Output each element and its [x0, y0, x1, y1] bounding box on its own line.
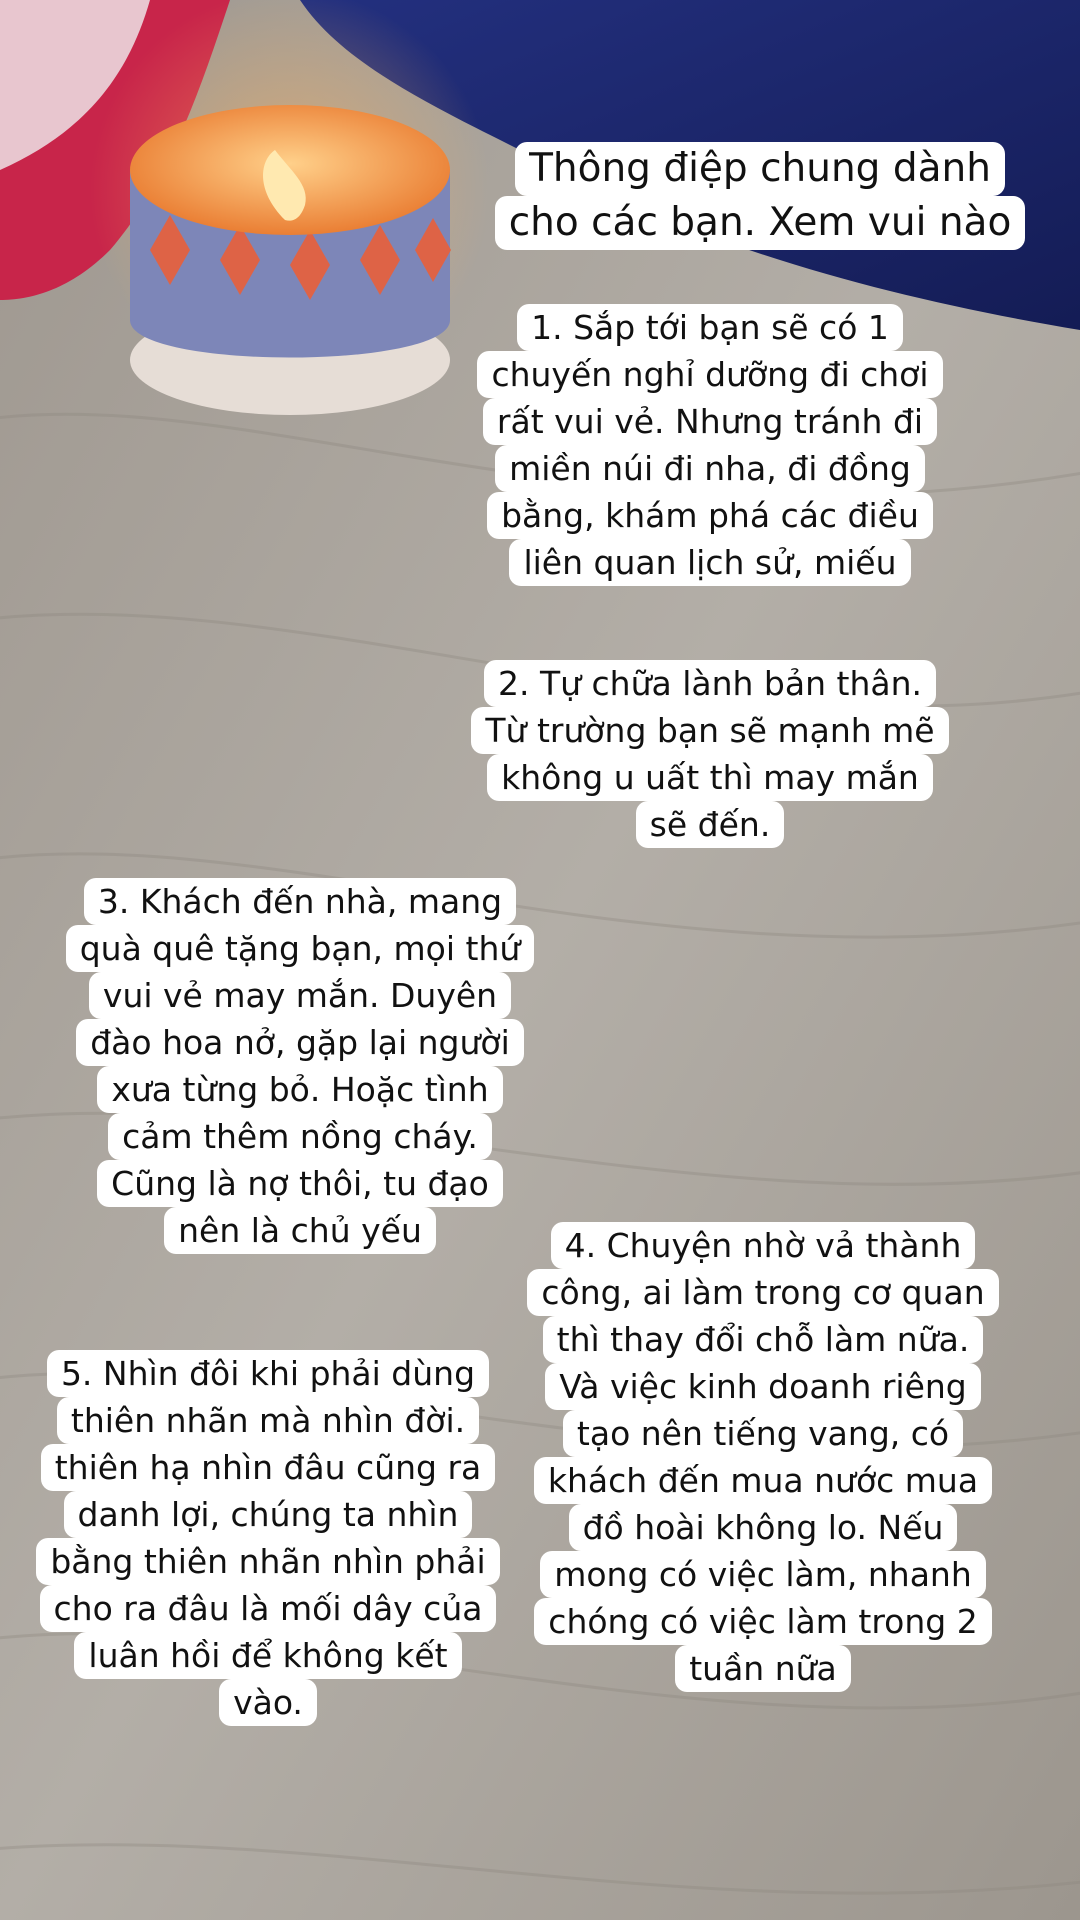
caption-line: Cũng là nợ thôi, tu đạo	[97, 1160, 503, 1207]
caption-line: thì thay đổi chỗ làm nữa.	[543, 1316, 984, 1363]
caption-item-4	[518, 1222, 1008, 1692]
caption-line: 3. Khách đến nhà, mang	[84, 878, 516, 925]
caption-line: 4. Chuyện nhờ vả thành	[551, 1222, 976, 1269]
caption-line: luân hồi để không kết	[74, 1632, 461, 1679]
caption-line: cho các bạn. Xem vui nào	[495, 196, 1026, 250]
caption-line: đào hoa nở, gặp lại người	[76, 1019, 524, 1066]
caption-line: vui vẻ may mắn. Duyên	[89, 972, 511, 1019]
caption-line: khách đến mua nước mua	[534, 1457, 992, 1504]
caption-line: mong có việc làm, nhanh	[540, 1551, 986, 1598]
caption-line: cảm thêm nồng cháy.	[108, 1113, 492, 1160]
caption-item-1	[450, 304, 970, 586]
caption-line: không u uất thì may mắn	[487, 754, 933, 801]
caption-line: liên quan lịch sử, miếu	[509, 539, 910, 586]
caption-line: danh lợi, chúng ta nhìn	[64, 1491, 473, 1538]
caption-line: 2. Tự chữa lành bản thân.	[484, 660, 936, 707]
caption-line: chóng có việc làm trong 2	[534, 1598, 991, 1645]
caption-line: vào.	[219, 1679, 317, 1726]
caption-line: quà quê tặng bạn, mọi thứ	[66, 925, 535, 972]
caption-item-3	[40, 878, 560, 1254]
candle	[90, 0, 490, 415]
caption-line: sẽ đến.	[636, 801, 785, 848]
caption-line: công, ai làm trong cơ quan	[527, 1269, 998, 1316]
caption-line: chuyến nghỉ dưỡng đi chơi	[477, 351, 942, 398]
caption-line: đồ hoài không lo. Nếu	[569, 1504, 958, 1551]
caption-line: tạo nên tiếng vang, có	[563, 1410, 963, 1457]
caption-line: Thông điệp chung dành	[515, 142, 1005, 196]
caption-title	[470, 142, 1050, 250]
caption-line: thiên hạ nhìn đâu cũng ra	[41, 1444, 496, 1491]
caption-line: bằng thiên nhãn nhìn phải	[36, 1538, 499, 1585]
caption-line: Và việc kinh doanh riêng	[545, 1363, 981, 1410]
caption-line: thiên nhãn mà nhìn đời.	[57, 1397, 479, 1444]
caption-line: cho ra đâu là mối dây của	[40, 1585, 497, 1632]
caption-line: Từ trường bạn sẽ mạnh mẽ	[471, 707, 948, 754]
caption-item-5	[28, 1350, 508, 1726]
caption-line: 5. Nhìn đôi khi phải dùng	[47, 1350, 489, 1397]
caption-line: tuần nữa	[675, 1645, 851, 1692]
caption-line: rất vui vẻ. Nhưng tránh đi	[483, 398, 937, 445]
caption-line: xưa từng bỏ. Hoặc tình	[97, 1066, 502, 1113]
caption-item-2	[455, 660, 965, 848]
caption-line: bằng, khám phá các điều	[487, 492, 933, 539]
caption-line: 1. Sắp tới bạn sẽ có 1	[517, 304, 903, 351]
caption-line: nên là chủ yếu	[164, 1207, 436, 1254]
caption-line: miền núi đi nha, đi đồng	[495, 445, 925, 492]
